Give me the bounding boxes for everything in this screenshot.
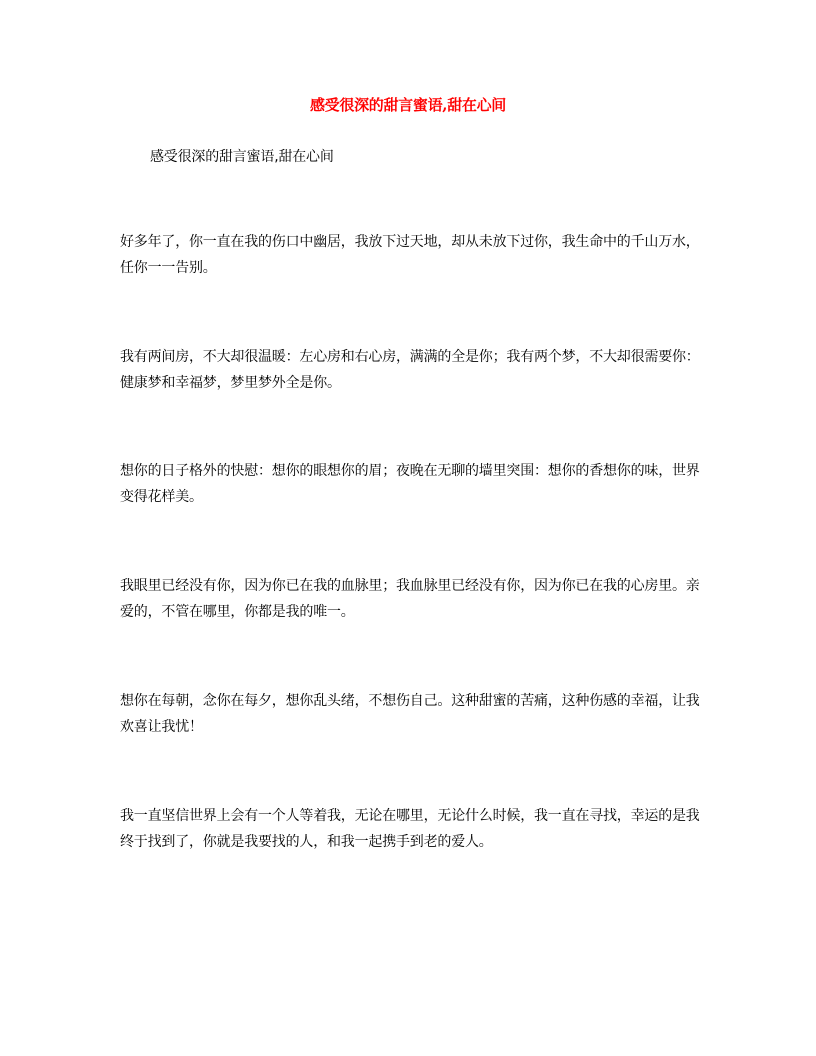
paragraph-6: 我一直坚信世界上会有一个人等着我，无论在哪里，无论什么时候，我一直在寻找，幸运的是我终于找到了，你就是我要找的人，和我一起携手到老的爱人。: [120, 808, 700, 850]
paragraph-3: 想你的日子格外的快慰：想你的眼想你的眉；夜晚在无聊的墙里突围：想你的香想你的味，世界变得花样美。: [120, 463, 700, 505]
document-subtitle: 感受很深的甜言蜜语,甜在心间: [150, 149, 334, 165]
paragraph-2: 我有两间房，不大却很温暖：左心房和右心房，满满的全是你；我有两个梦，不大却很需要你：健康梦和幸福梦，梦里梦外全是你。: [120, 349, 700, 391]
paragraph-1: 好多年了，你一直在我的伤口中幽居，我放下过天地，却从未放下过你，我生命中的千山万水，任你一一告别。: [120, 234, 700, 276]
paragraph-5: 想你在每朝，念你在每夕，想你乱头绪，不想伤自己。这种甜蜜的苦痛，这种伤感的幸福，让我欢喜让我忧！: [120, 693, 700, 735]
document-title: 感受很深的甜言蜜语,甜在心间: [309, 96, 507, 114]
paragraph-4: 我眼里已经没有你，因为你已在我的血脉里；我血脉里已经没有你，因为你已在我的心房里。亲爱的，不管在哪里，你都是我的唯一。: [120, 578, 700, 620]
